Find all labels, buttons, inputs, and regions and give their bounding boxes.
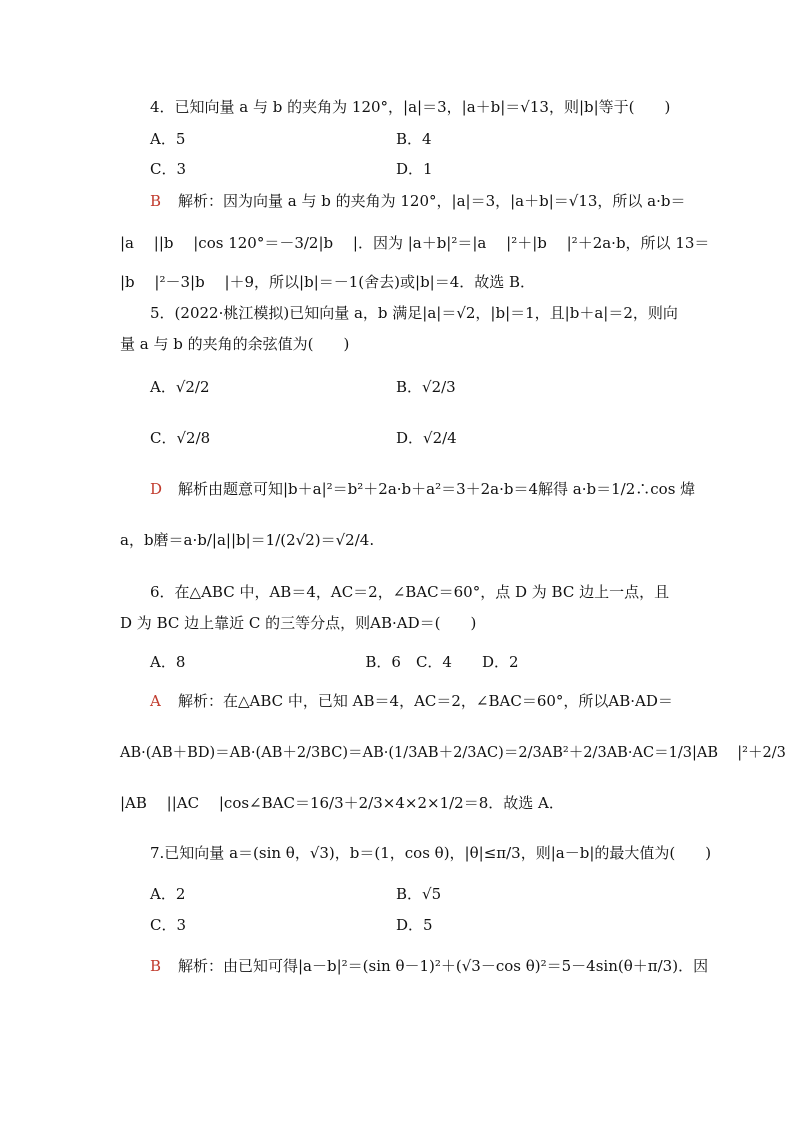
q6-stem-line2: D 为 BC 边上靠近 C 的三等分点，则AB·AD＝( ) [120, 614, 477, 632]
q5-option-a: A．√2/2 [150, 378, 210, 396]
q6-stem-line1: 6．在△ABC 中，AB＝4，AC＝2，∠BAC＝60°，点 D 为 BC 边上一点，且 [150, 583, 670, 601]
q4-option-a: A．5 [150, 130, 186, 148]
q6-answer: A [150, 692, 161, 710]
q5-stem-line1: 5．(2022·桃江模拟)已知向量 a，b 满足|a|＝√2，|b|＝1，且|b＋a|＝2，则向 [150, 304, 678, 322]
q6-options: A．8 B．6 C．4 D．2 [150, 653, 519, 671]
q4-option-d: D．1 [396, 160, 433, 178]
q4-solution-line1: 解析：因为向量 a 与 b 的夹角为 120°，|a|＝3，|a＋b|＝√13，所以 a·b＝ [178, 192, 686, 210]
q7-answer: B [150, 957, 162, 975]
q5-solution-line1: 解析由题意可知|b＋a|²＝b²＋2a·b＋a²＝3＋2a·b＝4解得 a·b＝1/2∴cos 煒 [178, 480, 696, 498]
q4-option-b: B．4 [396, 130, 432, 148]
q4-option-c: C．3 [150, 160, 187, 178]
q4-stem: 4．已知向量 a 与 b 的夹角为 120°，|a|＝3，|a＋b|＝√13，则|b|等于( ) [150, 98, 671, 116]
q7-option-c: C．3 [150, 916, 187, 934]
q6-solution-line3: |AB ||AC |cos∠BAC＝16/3＋2/3×4×2×1/2＝8．故选 A． [120, 794, 564, 812]
q7-option-d: D．5 [396, 916, 433, 934]
q4-solution-line2: |a ||b |cos 120°＝－3/2|b |．因为 |a＋b|²＝|a |²＋|b |²＋2a·b，所以 13＝ [120, 234, 710, 252]
q4-solution-line3: |b |²－3|b |＋9，所以|b|＝－1(舍去)或|b|＝4．故选 B． [120, 273, 536, 291]
q6-solution-line1: 解析：在△ABC 中，已知 AB＝4，AC＝2，∠BAC＝60°，所以AB·AD＝ [178, 692, 673, 710]
q5-answer: D [150, 480, 163, 498]
q5-solution-line2: a，b磨＝a·b/|a||b|＝1/(2√2)＝√2/4. [120, 531, 375, 549]
q5-option-b: B．√2/3 [396, 378, 456, 396]
q6-solution-line2: AB·(AB＋BD)＝AB·(AB＋2/3BC)＝AB·(1/3AB＋2/3AC)＝2/3AB²＋2/3AB·AC＝1/3|AB |²＋2/3 [120, 743, 786, 761]
q7-option-a: A．2 [150, 885, 186, 903]
q7-option-b: B．√5 [396, 885, 442, 903]
q7-stem: 7.已知向量 a＝(sin θ，√3)，b＝(1，cos θ)，|θ|≤π/3，则|a－b|的最大值为( ) [150, 844, 712, 862]
q7-solution-line1: 解析：由已知可得|a－b|²＝(sin θ－1)²＋(√3－cos θ)²＝5－4sin(θ＋π/3)．因 [178, 957, 709, 975]
q5-option-d: D．√2/4 [396, 429, 457, 447]
q4-answer: B [150, 192, 162, 210]
q5-stem-line2: 量 a 与 b 的夹角的余弦值为( ) [120, 335, 350, 353]
q5-option-c: C．√2/8 [150, 429, 211, 447]
